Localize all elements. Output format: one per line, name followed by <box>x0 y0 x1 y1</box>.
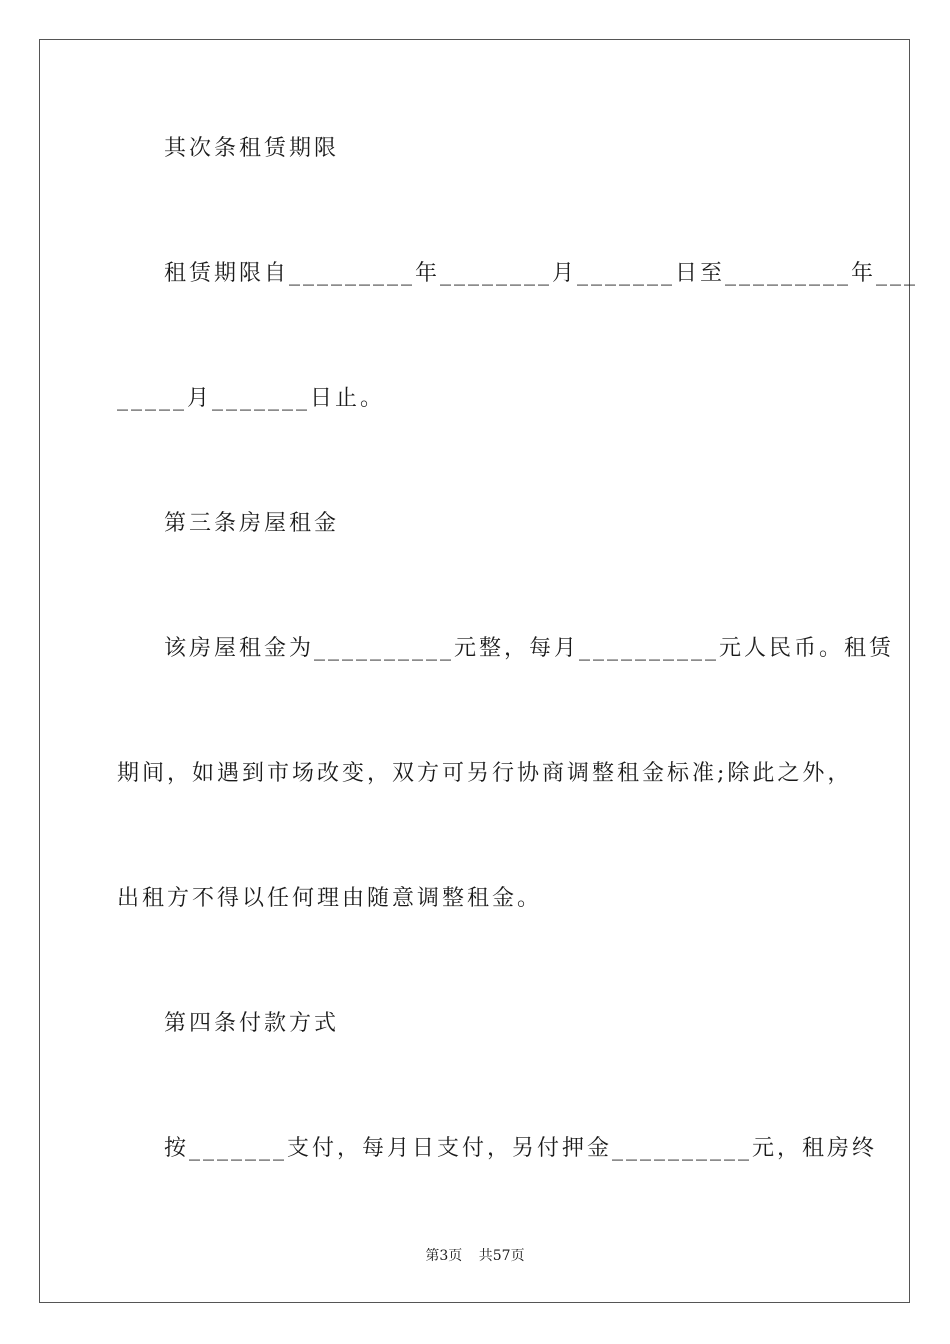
paragraph-line: 租赁期限自_________年________月_______日至_________年___ <box>164 261 919 286</box>
clause-heading-2: 其次条租赁期限 <box>164 136 340 161</box>
paragraph-line: 按_______支付，每月日支付，另付押金__________元，租房终 <box>164 1136 878 1161</box>
total-pages: 共57页 <box>478 1248 525 1264</box>
paragraph-line: 期间，如遇到市场改变，双方可另行协商调整租金标准;除此之外， <box>117 761 853 786</box>
paragraph-line: 该房屋租金为__________元整，每月__________元人民币。租赁 <box>164 636 895 661</box>
page-footer <box>0 1246 950 1266</box>
page-number: 第3页 <box>425 1248 463 1264</box>
paragraph-line: 出租方不得以任何理由随意调整租金。 <box>117 886 543 911</box>
paragraph-line: _____月_______日止。 <box>117 386 386 411</box>
clause-heading-4: 第四条付款方式 <box>164 1011 340 1036</box>
page-frame <box>39 39 919 1303</box>
clause-heading-3: 第三条房屋租金 <box>164 511 340 536</box>
